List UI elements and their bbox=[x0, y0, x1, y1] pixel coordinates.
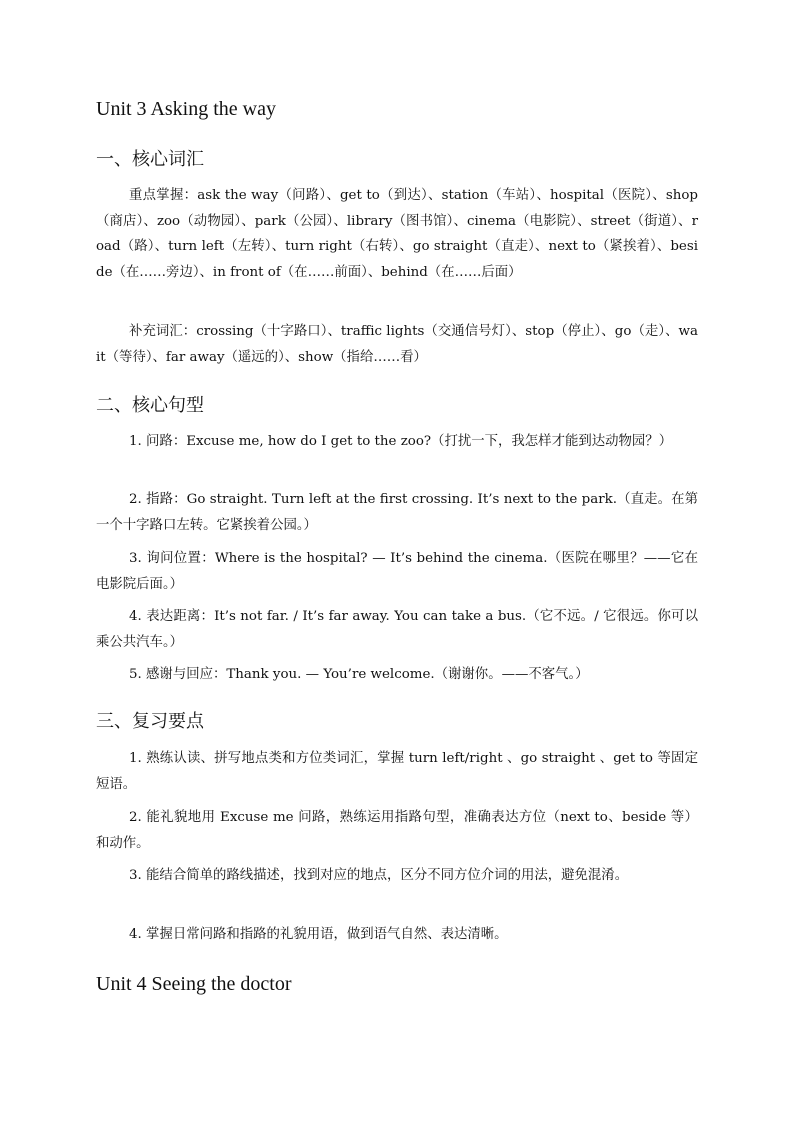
review-item-2: 2. 能礼貌地用 Excuse me 问路，熟练运用指路句型，准确表达方位（next to、beside 等）和动作。 bbox=[96, 810, 698, 851]
review-item-4: 4. 掌握日常问路和指路的礼貌用语，做到语气自然、表达清晰。 bbox=[129, 927, 508, 942]
review-item-3: 3. 能结合简单的路线描述，找到对应的地点，区分不同方位介词的用法，避免混淆。 bbox=[129, 868, 629, 883]
section-heading-review-points: 三、复习要点 bbox=[96, 711, 204, 732]
sentence-item-1: 1. 问路：Excuse me, how do I get to the zoo?（打扰一下，我怎样才能到达动物园？） bbox=[129, 434, 673, 449]
extra-vocabulary-paragraph: 补充词汇：crossing（十字路口）、traffic lights（交通信号灯）、stop（停止）、go（走）、wait（等待）、far away（遥远的）、show（指给……看） bbox=[96, 324, 698, 365]
section-heading-core-vocabulary: 一、核心词汇 bbox=[96, 149, 204, 170]
sentence-item-2: 2. 指路：Go straight. Turn left at the first crossing. It’s next to the park.（直走。在第一个十字路口左转。它紧挨着公园。） bbox=[96, 492, 698, 533]
review-item-1: 1. 熟练认读、拼写地点类和方位类词汇，掌握 turn left/right 、go straight 、get to 等固定短语。 bbox=[96, 751, 698, 792]
section-heading-core-sentences: 二、核心句型 bbox=[96, 395, 204, 416]
unit-4-title: Unit 4 Seeing the doctor bbox=[96, 973, 292, 995]
unit-3-title: Unit 3 Asking the way bbox=[96, 98, 276, 120]
sentence-item-5: 5. 感谢与回应：Thank you. — You’re welcome.（谢谢你。——不客气。） bbox=[129, 667, 589, 682]
key-vocabulary-paragraph: 重点掌握：ask the way（问路）、get to（到达）、station（车站）、hospital（医院）、shop（商店）、zoo（动物园）、park（公园）、library（图书馆）、cinema（电影院）、street（街道）、road（路）、turn left（左转）、turn right（右转）、go straight（直走）、next to（紧挨着）、beside（在……旁边）、in front of（在……前面）、behind（在……后面） bbox=[96, 188, 698, 280]
sentence-item-3: 3. 询问位置：Where is the hospital? — It’s behind the cinema.（医院在哪里？——它在电影院后面。） bbox=[96, 551, 698, 592]
sentence-item-4: 4. 表达距离：It’s not far. / It’s far away. You can take a bus.（它不远。/ 它很远。你可以乘公共汽车。） bbox=[96, 609, 698, 650]
